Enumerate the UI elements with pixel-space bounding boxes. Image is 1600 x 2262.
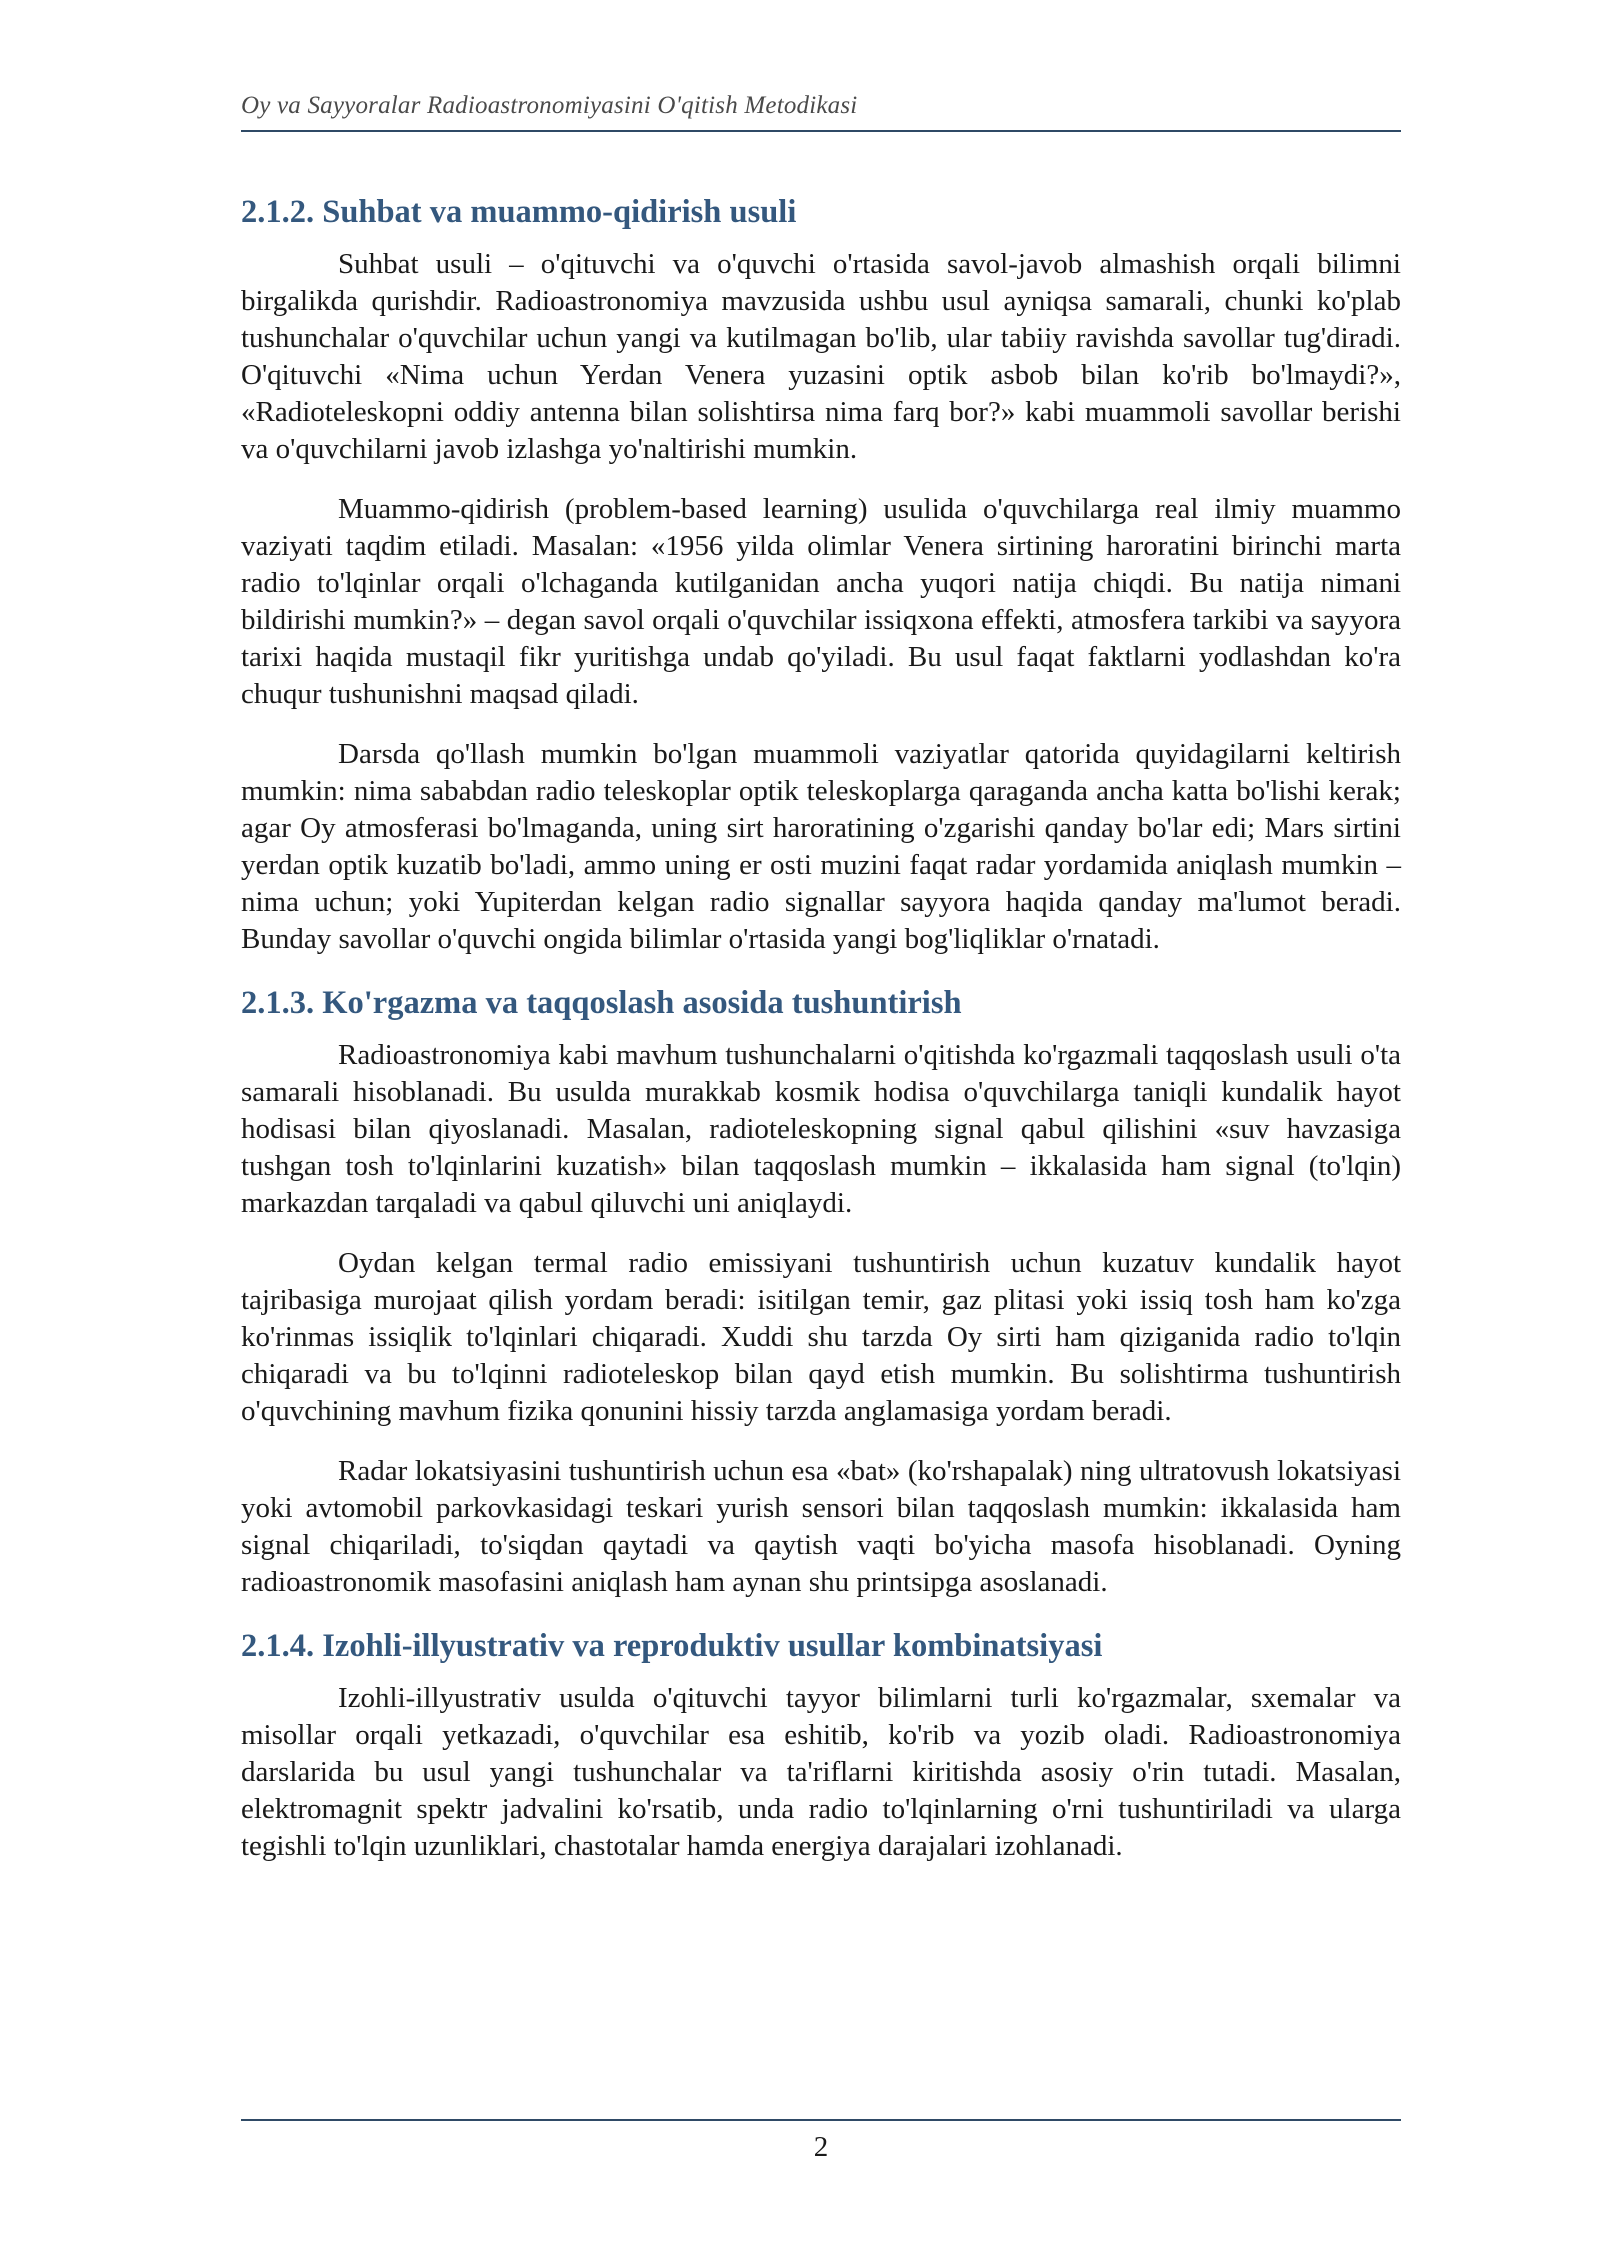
section-heading-2-1-4: 2.1.4. Izohli-illyustrativ va reproduktiv usullar kombinatsiyasi [241, 1628, 1103, 1664]
page-footer [241, 2119, 1401, 2163]
paragraph: Radioastronomiya kabi mavhum tushunchalarni o'qitishda ko'rgazmali taqqoslash usuli o'ta samarali hisoblanadi. Bu usulda murakkab kosmik hodisa o'quvchilarga taniqli kundalik hayot hodisasi bilan qiyoslanadi. Masalan, radioteleskopning signal qabul qilishini «suv havzasiga tushgan tosh to'lqinlarini kuzatish» bilan taqqoslash mumkin – ikkalasida ham signal (to'lqin) markazdan tarqaladi va qabul qiluvchi uni aniqlaydi. [241, 1039, 1401, 1219]
paragraph: Radar lokatsiyasini tushuntirish uchun esa «bat» (ko'rshapalak) ning ultratovush lokatsiyasi yoki avtomobil parkovkasidagi teskari yurish sensori bilan taqqoslash mumkin: ikkalasida ham signal chiqariladi, to'siqdan qaytadi va qaytish vaqti bo'yicha masofa hisoblanadi. Oyning radioastronomik masofasini aniqlash ham aynan shu printsipga asoslanadi. [241, 1455, 1401, 1598]
section-heading-2-1-2: 2.1.2. Suhbat va muammo-qidirish usuli [241, 194, 797, 230]
paragraph: Muammo-qidirish (problem-based learning) usulida o'quvchilarga real ilmiy muammo vaziyati taqdim etiladi. Masalan: «1956 yilda olimlar Venera sirtining haroratini birinchi marta radio to'lqinlar orqali o'lchaganda kutilganidan ancha yuqori natija chiqdi. Bu natija nimani bildirishi mumkin?» – degan savol orqali o'quvchilar issiqxona effekti, atmosfera tarkibi va sayyora tarixi haqida mustaqil fikr yuritishga undab qo'yiladi. Bu usul faqat faktlarni yodlashdan ko'ra chuqur tushunishni maqsad qiladi. [241, 493, 1401, 710]
paragraph: Oydan kelgan termal radio emissiyani tushuntirish uchun kuzatuv kundalik hayot tajribasiga murojaat qilish yordam beradi: isitilgan temir, gaz plitasi yoki issiq tosh ham ko'zga ko'rinmas issiqlik to'lqinlari chiqaradi. Xuddi shu tarzda Oy sirti ham qiziganida radio to'lqin chiqaradi va bu to'lqinni radioteleskop bilan qayd etish mumkin. Bu solishtirma tushuntirish o'quvchining mavhum fizika qonunini hissiy tarzda anglamasiga yordam beradi. [241, 1247, 1401, 1427]
section-heading-2-1-3: 2.1.3. Ko'rgazma va taqqoslash asosida tushuntirish [241, 985, 962, 1021]
page-number: 2 [813, 2131, 829, 2163]
running-header-title: Oy va Sayyoralar Radioastronomiyasini O'qitish Metodikasi [241, 92, 858, 119]
paragraph: Suhbat usuli – o'qituvchi va o'quvchi o'rtasida savol-javob almashish orqali bilimni birgalikda qurishdir. Radioastronomiya mavzusida ushbu usul ayniqsa samarali, chunki ko'plab tushunchalar o'quvchilar uchun yangi va kutilmagan bo'lib, ular tabiiy ravishda savollar tug'diradi. O'qituvchi «Nima uchun Yerdan Venera yuzasini optik asbob bilan ko'rib bo'lmaydi?», «Radioteleskopni oddiy antenna bilan solishtirsa nima farq bor?» kabi muammoli savollar berishi va o'quvchilarni javob izlashga yo'naltirishi mumkin. [241, 248, 1401, 465]
paragraph: Izohli-illyustrativ usulda o'qituvchi tayyor bilimlarni turli ko'rgazmalar, sxemalar va misollar orqali yetkazadi, o'quvchilar esa eshitib, ko'rib va yozib oladi. Radioastronomiya darslarida bu usul yangi tushunchalar va ta'riflarni kiritishda asosiy o'rin tutadi. Masalan, elektromagnit spektr jadvalini ko'rsatib, unda radio to'lqinlarning o'rni tushuntiriladi va ularga tegishli to'lqin uzunliklari, chastotalar hamda energiya darajalari izohlanadi. [241, 1682, 1401, 1862]
document-body [241, 190, 1401, 1865]
paragraph: Darsda qo'llash mumkin bo'lgan muammoli vaziyatlar qatorida quyidagilarni keltirish mumkin: nima sababdan radio teleskoplar optik teleskoplarga qaraganda ancha katta bo'lishi kerak; agar Oy atmosferasi bo'lmaganda, uning sirt haroratining o'zgarishi qanday bo'lar edi; Mars sirtini yerdan optik kuzatib bo'ladi, ammo uning er osti muzini faqat radar yordamida aniqlash mumkin – nima uchun; yoki Yupiterdan kelgan radio signallar sayyora haqida qanday ma'lumot beradi. Bunday savollar o'quvchi ongida bilimlar o'rtasida yangi bog'liqliklar o'rnatadi. [241, 738, 1401, 955]
page-header [241, 90, 1401, 132]
